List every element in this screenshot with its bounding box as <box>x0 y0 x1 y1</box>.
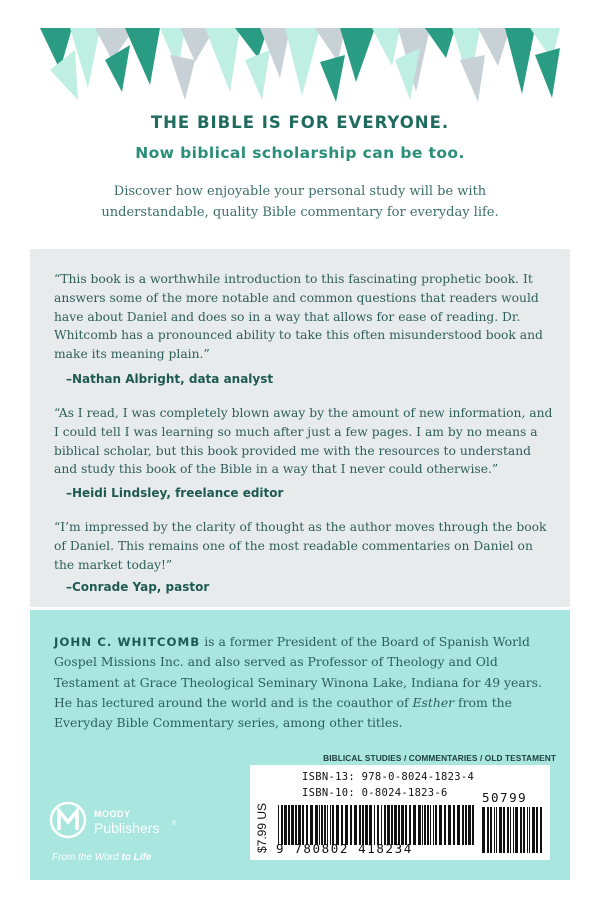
author-name: JOHN C. WHITCOMB <box>54 635 201 649</box>
barcode-bar <box>444 805 446 845</box>
author-bio-panel <box>30 610 570 880</box>
leaf-shapes <box>40 28 560 102</box>
barcode-bar <box>494 807 495 853</box>
leaf-pattern <box>0 0 600 110</box>
barcode-bar <box>310 805 313 845</box>
barcode-bar <box>359 805 361 845</box>
moody-publishers-logo <box>46 790 226 870</box>
barcode-bar <box>384 805 386 845</box>
barcode-bar <box>345 805 348 845</box>
barcode-bar <box>336 805 339 845</box>
barcode-bar <box>490 807 492 853</box>
barcode-bar <box>332 805 334 845</box>
quote-3: “I’m impressed by the clarity of thought as the author moves through the book of Daniel. This remains one of the most readable commentaries on Daniel on the market today!” <box>54 520 547 572</box>
barcode-bar <box>527 807 528 853</box>
barcode-bar <box>365 805 368 845</box>
barcode-bar <box>369 805 372 845</box>
barcode-bar <box>319 805 320 845</box>
barcode-bar <box>482 807 485 853</box>
barcode-bar <box>523 807 525 853</box>
isbn-13: ISBN-13: 978-0-8024-1823-4 <box>302 771 475 783</box>
category-label: BIBLICAL STUDIES / COMMENTARIES / OLD TESTAMENT <box>323 753 556 763</box>
barcode-bar <box>472 805 474 845</box>
barcode-bar <box>387 805 390 845</box>
barcode-bar <box>448 805 451 845</box>
barcode-bar <box>281 805 283 845</box>
barcode-bar <box>536 807 538 853</box>
barcode-bar <box>324 805 326 845</box>
barcode-bar <box>298 805 301 845</box>
barcode-bar <box>510 807 511 853</box>
quote-3-attribution: –Conrade Yap, pastor <box>66 580 210 594</box>
barcode-bar <box>430 805 431 845</box>
barcode-bar <box>418 805 421 845</box>
barcode-bar <box>507 807 509 853</box>
quote-1: “This book is a worthwhile introduction to this fascinating prophetic book. It answers some of the more notable and common questions that readers would have about Daniel and does so in a way that allows for ease of reading. Dr. Whitcomb has a pronounced ability to take this often misunderstood book and make its meaning plain.” <box>54 272 543 362</box>
barcode-bar <box>362 805 364 845</box>
barcode-bar <box>424 805 426 845</box>
barcode-bar <box>306 805 308 845</box>
barcode-bar <box>520 807 522 853</box>
barcode-bar <box>291 805 294 845</box>
barcode-bar <box>462 805 464 845</box>
barcode-bar <box>288 805 290 845</box>
book-title-esther: Esther <box>412 694 455 710</box>
barcode-bar <box>315 805 318 845</box>
price-label <box>253 773 271 855</box>
barcode-bar <box>350 805 352 845</box>
barcode-bar <box>433 805 434 845</box>
barcode-bar <box>540 807 542 853</box>
logo-tagline: From the Word to Life <box>52 852 152 863</box>
svg-text:$7.99 US: $7.99 US <box>255 802 269 853</box>
barcode-addon-number: 50799 <box>482 790 528 805</box>
barcode-bar <box>513 807 514 853</box>
barcode-bar <box>487 807 489 853</box>
barcode-box <box>250 765 550 860</box>
logo-m-icon <box>59 811 77 830</box>
barcode-bar <box>465 805 467 845</box>
barcode-bar <box>377 805 379 845</box>
barcode-bar <box>284 805 287 845</box>
barcode-bar <box>341 805 343 845</box>
barcode-bar <box>435 805 437 845</box>
isbn-10: ISBN-10: 0-8024-1823-6 <box>302 787 448 799</box>
barcode-bar <box>327 805 328 845</box>
intro-text: Discover how enjoyable your personal study will be with understandable, quality Bible commentary for everyday life. <box>101 184 499 220</box>
barcode-bar <box>503 807 505 853</box>
barcode-bar <box>457 805 460 845</box>
headline-subtitle: Now biblical scholarship can be too. <box>135 144 465 162</box>
barcode-bar <box>394 805 397 845</box>
barcode-bar <box>278 805 279 845</box>
barcode-bar <box>499 807 502 853</box>
headline-title: THE BIBLE IS FOR EVERYONE. <box>150 113 450 132</box>
barcode-bar <box>529 807 530 853</box>
barcode-bar <box>398 805 400 845</box>
barcode-bar <box>330 805 331 845</box>
barcode-bar <box>453 805 455 845</box>
barcode-bar <box>321 805 323 845</box>
barcode-bar <box>427 805 429 845</box>
barcode-number: 9 780802 418234 <box>276 841 413 856</box>
barcode-bar <box>405 805 407 845</box>
quote-2-attribution: –Heidi Lindsley, freelance editor <box>66 486 284 500</box>
barcode-bars <box>278 805 474 845</box>
barcode-bar <box>413 805 416 845</box>
barcode-addon-bars <box>482 807 542 853</box>
logo-name-line1: MOODY <box>94 809 131 819</box>
barcode-bar <box>468 805 471 845</box>
barcode-bar <box>532 807 535 853</box>
barcode-bar <box>391 805 393 845</box>
barcode-bar <box>374 805 375 845</box>
barcode-bar <box>381 805 382 845</box>
barcode-bar <box>354 805 357 845</box>
quote-1-attribution: –Nathan Albright, data analyst <box>66 372 274 386</box>
endorsements-panel <box>30 249 570 607</box>
barcode-bar <box>295 805 297 845</box>
barcode-bar <box>439 805 442 845</box>
barcode-bar <box>401 805 404 845</box>
barcode-bar <box>515 807 518 853</box>
logo-name-line2: Publishers <box>94 820 160 836</box>
barcode-bar <box>496 807 497 853</box>
logo-trademark: ® <box>172 821 177 827</box>
author-bio: JOHN C. WHITCOMB is a former President of the Board of Spanish World Gospel Missions Inc. and also served as Professor of Theology and Old Testament at Grace Theological Seminary Winona Lake, Indiana for 49 years. He has lectured around the world and is the coauthor of Esther from the Everyday Bible Commentary series, among other titles. <box>54 634 542 731</box>
barcode-bar <box>302 805 304 845</box>
barcode-bar <box>409 805 411 845</box>
quote-2: “As I read, I was completely blown away by the amount of new information, and I could tell I was learning so much after just a few pages. I am by no means a biblical scholar, but this book provided me with the resources to understand and study this book of the Bible in a way that I never could otherwise.” <box>54 406 553 477</box>
barcode-bar <box>422 805 423 845</box>
